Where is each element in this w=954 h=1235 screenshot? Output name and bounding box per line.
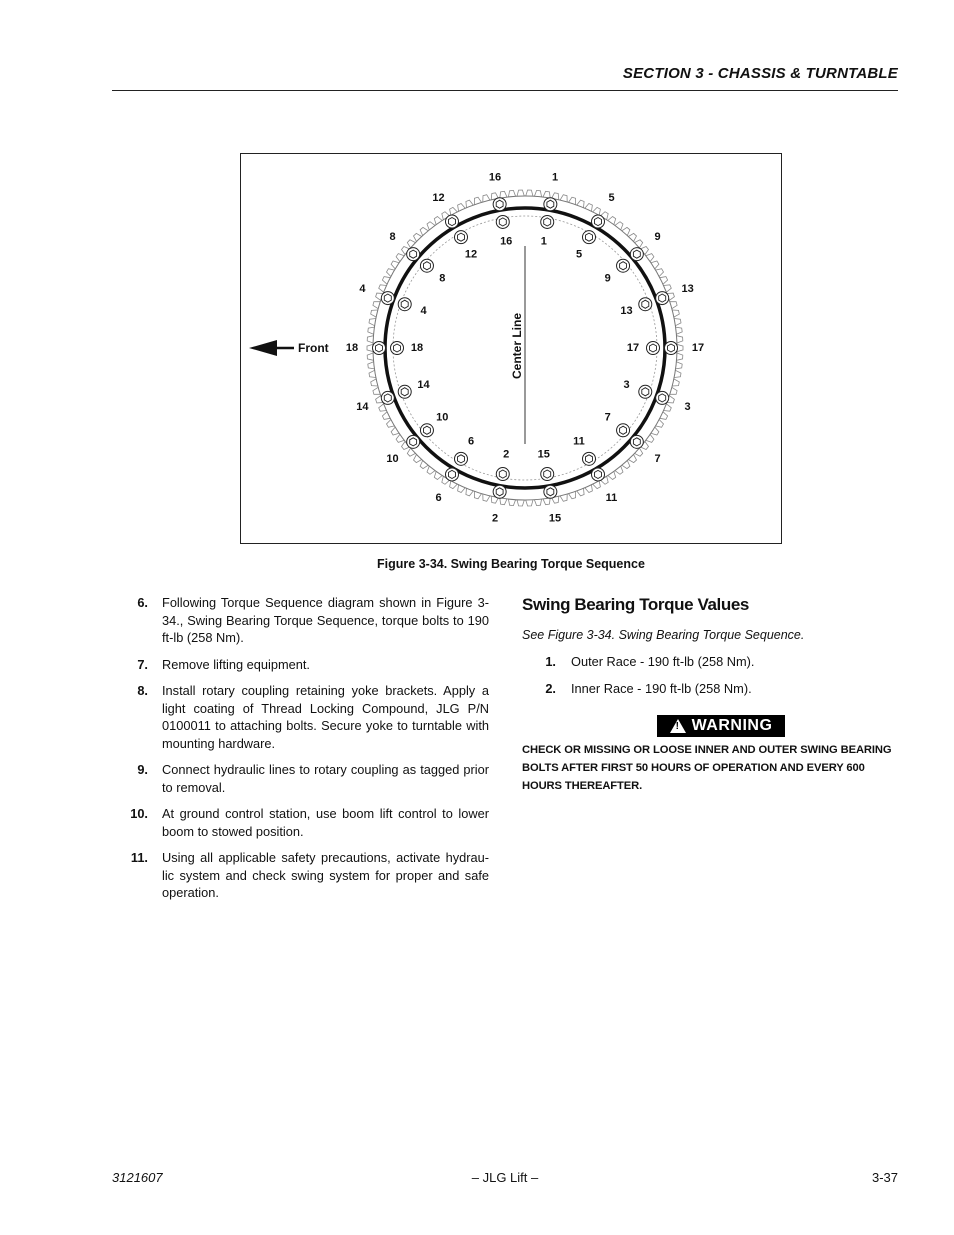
outer-bolt	[407, 435, 420, 448]
gear-tooth	[517, 190, 524, 196]
outer-bolt	[656, 391, 669, 404]
step-item	[112, 682, 489, 752]
outer-bolt	[493, 485, 506, 498]
inner-bolt	[617, 259, 630, 272]
step-number: 8.	[137, 683, 148, 698]
outer-sequence-label: 10	[386, 453, 399, 466]
step-number: 10.	[130, 806, 148, 821]
outer-sequence-label: 17	[691, 342, 705, 354]
step-text: Following Torque Sequence diagram shown in Figure 3-34., Swing Bearing Torque Sequence, torque bolts to 190 ft-lb (258 Nm).	[162, 595, 489, 645]
inner-bolt	[391, 342, 404, 355]
step-text: Remove lifting equipment.	[162, 656, 310, 672]
outer-bolt	[373, 342, 386, 355]
inner-sequence-label: 4	[420, 305, 427, 318]
step-item	[112, 656, 489, 674]
outer-sequence-label: 9	[654, 230, 661, 243]
outer-sequence-label: 4	[359, 282, 366, 295]
inner-sequence-label: 16	[500, 235, 513, 248]
outer-sequence-label: 14	[356, 401, 369, 414]
figure-caption: Figure 3-34. Swing Bearing Torque Sequence	[377, 557, 645, 571]
gear-tooth	[526, 500, 533, 506]
inner-bolt	[647, 342, 660, 355]
outer-sequence-label: 2	[491, 512, 499, 525]
outer-sequence-label: 15	[548, 512, 562, 525]
outer-bolt	[592, 468, 605, 481]
inner-bolt	[496, 215, 509, 228]
inner-bolt	[541, 468, 554, 481]
page-header	[112, 62, 898, 91]
gear-tooth	[367, 336, 373, 343]
outer-sequence-label: 5	[608, 192, 615, 205]
inner-sequence-label: 18	[410, 342, 424, 354]
torque-values-section	[522, 594, 898, 792]
inner-bolt	[617, 424, 630, 437]
inner-bolt	[583, 231, 596, 244]
inner-bolt	[496, 468, 509, 481]
outer-sequence-label: 7	[654, 453, 661, 466]
warning-badge	[657, 715, 785, 737]
document-number: 3121607	[112, 1170, 163, 1185]
inner-sequence-label: 12	[464, 248, 478, 261]
outer-sequence-label: 16	[488, 171, 502, 184]
figure-reference: See Figure 3-34. Swing Bearing Torque Sequence.	[522, 628, 805, 642]
warning-text: CHECK OR MISSING OR LOOSE INNER AND OUTER SWING BEARING BOLTS AFTER FIRST 50 HOURS OF OPERATION AND EVERY 600 HOURS THEREAFTER.	[522, 744, 892, 792]
inner-bolt	[639, 298, 652, 311]
step-item	[112, 594, 489, 647]
inner-bolt	[455, 452, 468, 465]
gear-tooth	[367, 353, 373, 360]
inner-sequence-label: 15	[537, 448, 550, 461]
step-number: 6.	[137, 595, 148, 610]
outer-bolt	[446, 215, 459, 228]
outer-bolt	[493, 198, 506, 211]
step-item	[112, 761, 489, 796]
inner-sequence-label: 3	[623, 378, 630, 391]
footer-publisher: – JLG Lift –	[471, 1170, 539, 1185]
step-text: Connect hydraulic lines to rotary coupling as tagged prior to removal.	[162, 762, 489, 795]
center-line-label: Center Line	[510, 312, 524, 380]
outer-sequence-label: 11	[605, 491, 618, 504]
outer-bolt	[544, 485, 557, 498]
inner-sequence-label: 9	[604, 272, 611, 285]
step-number: 11.	[130, 850, 148, 865]
outer-bolt	[407, 248, 420, 261]
step-text: Using all applicable safety precautions, activate hydrau-lic system and check swing system for proper and safe operation.	[162, 850, 489, 900]
inner-sequence-label: 11	[573, 435, 585, 448]
step-item	[112, 849, 489, 902]
outer-sequence-label: 18	[345, 342, 359, 354]
inner-sequence-label: 8	[439, 272, 446, 285]
step-number: 7.	[137, 656, 148, 672]
gear-tooth	[526, 190, 533, 196]
front-arrow	[249, 340, 294, 356]
inner-bolt	[420, 259, 433, 272]
swing-bearing-diagram	[241, 154, 783, 545]
warning-triangle-icon: !	[670, 719, 686, 733]
outer-bolt	[656, 292, 669, 305]
step-number: 9.	[137, 762, 148, 777]
installation-steps	[112, 594, 489, 911]
inner-sequence-label: 5	[575, 248, 583, 261]
inner-bolt	[583, 452, 596, 465]
section-title: SECTION 3 - CHASSIS & TURNTABLE	[622, 65, 898, 82]
inner-bolt	[398, 385, 411, 398]
step-text: Install rotary coupling retaining yoke brackets. Apply a light coating of Thread Locking Compound, JLG P/N 0100011 to attaching bolts. Secure yoke to turntable with mounting hardware.	[162, 683, 489, 751]
gear-tooth	[677, 336, 683, 343]
torque-values-list	[522, 653, 898, 697]
inner-bolt	[639, 385, 652, 398]
value-text: Outer Race - 190 ft-lb (258 Nm).	[571, 654, 755, 669]
outer-sequence-label: 12	[432, 192, 445, 205]
outer-sequence-label: 13	[681, 282, 694, 295]
inner-sequence-label: 10	[436, 411, 449, 424]
outer-sequence-label: 3	[684, 401, 691, 414]
inner-bolt	[541, 215, 554, 228]
inner-bolt	[398, 298, 411, 311]
inner-sequence-label: 2	[503, 448, 510, 461]
outer-bolt	[544, 198, 557, 211]
outer-bolt	[446, 468, 459, 481]
outer-bolt	[630, 435, 643, 448]
value-number: 2.	[545, 681, 556, 696]
outer-bolt	[381, 292, 394, 305]
gear-tooth	[677, 353, 683, 360]
inner-sequence-label: 13	[620, 305, 633, 318]
step-text: At ground control station, use boom lift control to lower boom to stowed position.	[162, 806, 489, 839]
inner-bolt	[420, 424, 433, 437]
outer-sequence-label: 8	[389, 230, 396, 243]
outer-bolt	[381, 391, 394, 404]
gear-tooth	[517, 500, 524, 506]
front-arrow-head	[249, 340, 277, 356]
step-item	[112, 805, 489, 840]
torque-value-item	[522, 653, 898, 670]
front-label: Front	[298, 341, 329, 355]
inner-sequence-label: 6	[467, 435, 475, 448]
torque-value-item	[522, 680, 898, 697]
value-text: Inner Race - 190 ft-lb (258 Nm).	[571, 681, 752, 696]
outer-bolt	[665, 342, 678, 355]
torque-values-title: Swing Bearing Torque Values	[522, 595, 749, 614]
inner-sequence-label: 14	[417, 378, 430, 391]
inner-sequence-label: 17	[626, 342, 640, 354]
outer-bolt	[630, 248, 643, 261]
warning-label: WARNING	[691, 717, 773, 734]
value-number: 1.	[545, 654, 556, 669]
outer-sequence-label: 1	[551, 171, 559, 184]
inner-bolt	[455, 231, 468, 244]
figure-frame	[240, 153, 782, 544]
page-number: 3-37	[871, 1170, 898, 1185]
inner-sequence-label: 7	[604, 411, 611, 424]
outer-bolt	[592, 215, 605, 228]
inner-sequence-label: 1	[540, 235, 547, 248]
outer-sequence-label: 6	[435, 491, 442, 504]
